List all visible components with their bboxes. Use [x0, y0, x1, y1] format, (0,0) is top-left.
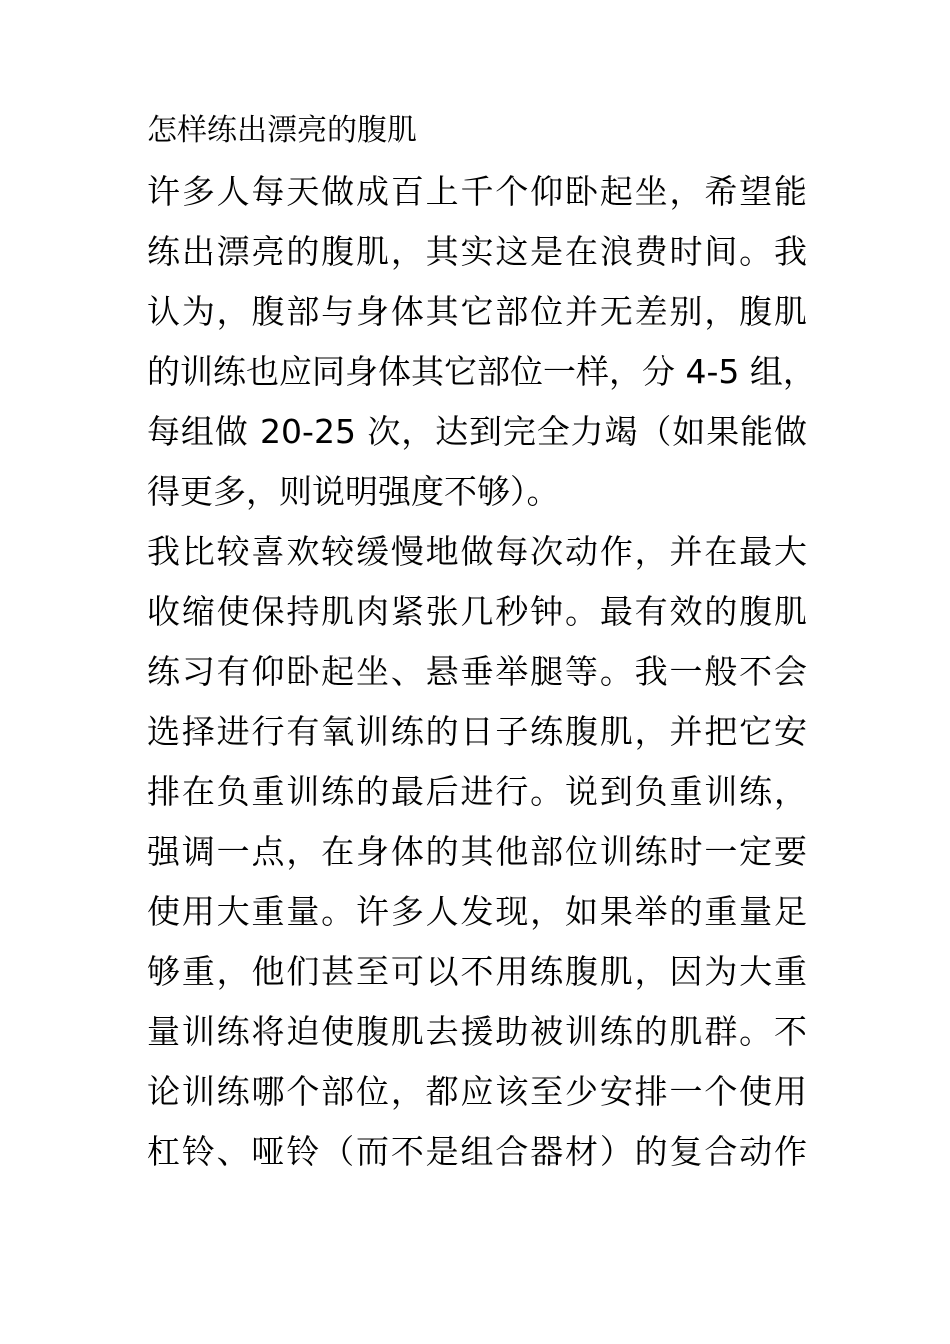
- text-line: 够重，他们甚至可以不用练腹肌，因为大重: [147, 952, 807, 991]
- text-line: 收缩使保持肌肉紧张几秒钟。最有效的腹肌: [147, 592, 807, 631]
- text-line: 得更多，则说明强度不够）。: [147, 472, 560, 511]
- document-title: 怎样练出漂亮的腹肌: [147, 113, 417, 148]
- text-line: 使用大重量。许多人发现，如果举的重量足: [147, 892, 807, 931]
- text-line: 练出漂亮的腹肌，其实这是在浪费时间。我: [147, 232, 807, 271]
- text-line: 论训练哪个部位，都应该至少安排一个使用: [147, 1072, 807, 1111]
- text-line: 我比较喜欢较缓慢地做每次动作，并在最大: [147, 532, 807, 571]
- text-line: 许多人每天做成百上千个仰卧起坐，希望能: [147, 172, 807, 211]
- text-line: 选择进行有氧训练的日子练腹肌，并把它安: [147, 712, 807, 751]
- text-line: 的训练也应同身体其它部位一样，分 4-5 组，: [147, 352, 816, 391]
- paragraph-2: [147, 522, 807, 1182]
- text-line: 排在负重训练的最后进行。说到负重训练，: [147, 772, 807, 811]
- paragraph-1: [147, 162, 816, 522]
- text-line: 练习有仰卧起坐、悬垂举腿等。我一般不会: [147, 652, 807, 691]
- text-line: 杠铃、哑铃（而不是组合器材）的复合动作: [147, 1132, 807, 1171]
- text-line: 每组做 20-25 次，达到完全力竭（如果能做: [147, 412, 807, 451]
- text-line: 认为，腹部与身体其它部位并无差别，腹肌: [147, 292, 807, 331]
- text-line: 量训练将迫使腹肌去援助被训练的肌群。不: [147, 1012, 807, 1051]
- text-line: 强调一点，在身体的其他部位训练时一定要: [147, 832, 807, 871]
